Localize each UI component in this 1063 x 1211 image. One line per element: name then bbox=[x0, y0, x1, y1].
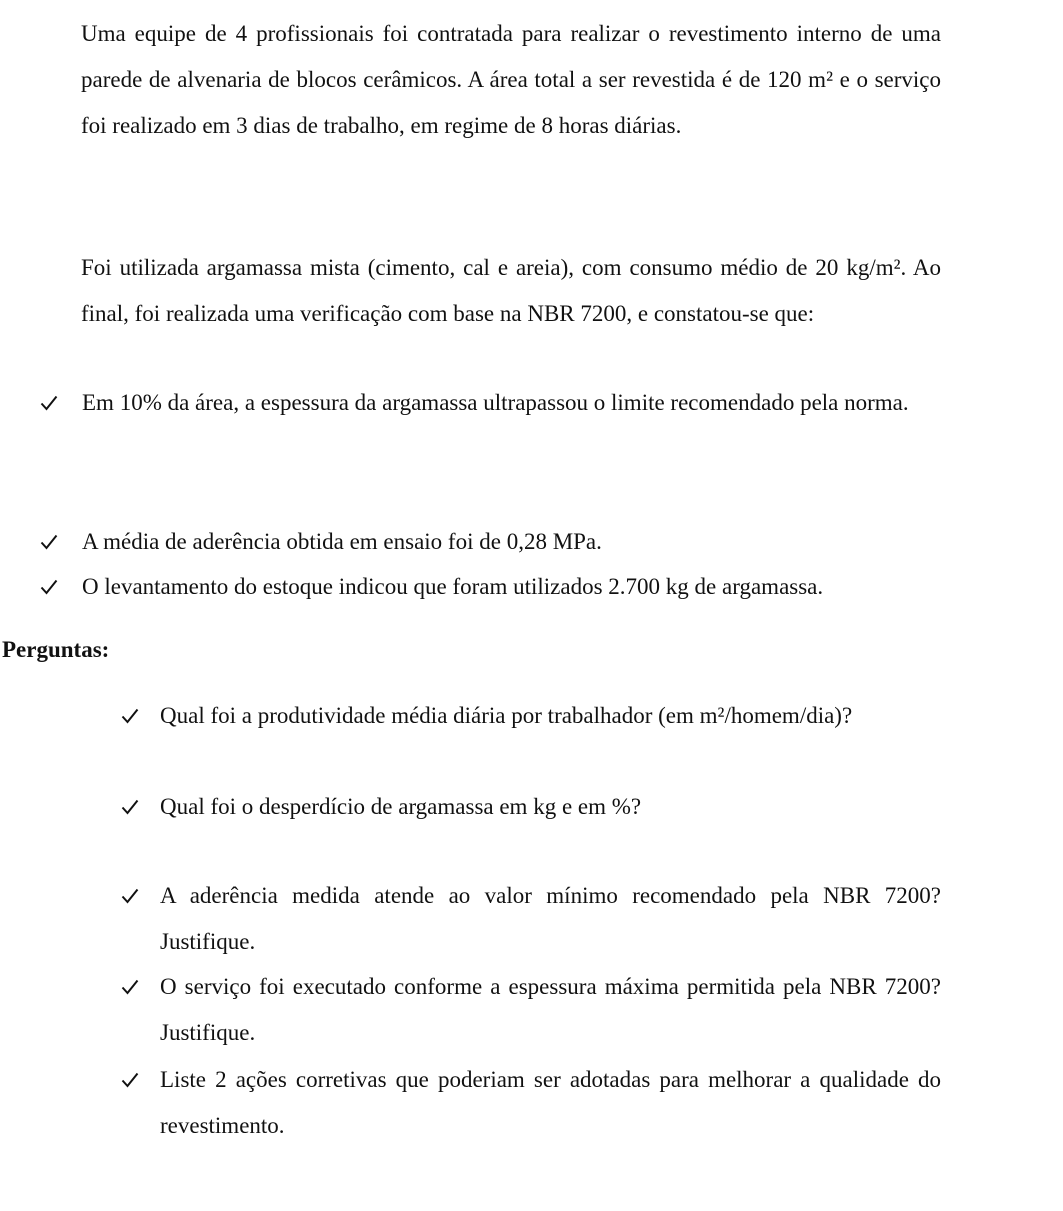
finding-item bbox=[40, 519, 941, 565]
question-item bbox=[121, 693, 941, 739]
checkmark-icon bbox=[40, 380, 82, 426]
finding-text: O levantamento do estoque indicou que foram utilizados 2.700 kg de argamassa. bbox=[82, 574, 824, 599]
checkmark-icon bbox=[121, 693, 160, 739]
finding-item bbox=[40, 380, 941, 426]
checkmark-icon bbox=[121, 784, 160, 830]
checkmark-icon bbox=[40, 519, 82, 565]
question-text: A aderência medida atende ao valor mínimo recomendado pela NBR 7200? Justifique. bbox=[160, 883, 941, 954]
intro-paragraph-1: Uma equipe de 4 profissionais foi contratada para realizar o revestimento interno de uma parede de alvenaria de blocos cerâmicos. A área total a ser revestida é de 120 m² e o serviço foi realizado em 3 dias de trabalho, em regime de 8 horas diárias. bbox=[81, 21, 941, 138]
checkmark-icon bbox=[121, 873, 160, 919]
question-text: Qual foi o desperdício de argamassa em kg e em %? bbox=[160, 794, 642, 819]
question-item bbox=[121, 784, 941, 830]
finding-text: Em 10% da área, a espessura da argamassa ultrapassou o limite recomendado pela norma. bbox=[82, 390, 909, 415]
finding-item bbox=[40, 564, 960, 610]
question-text: Liste 2 ações corretivas que poderiam ser adotadas para melhorar a qualidade do revestimento. bbox=[160, 1067, 941, 1138]
checkmark-icon bbox=[40, 564, 82, 610]
checkmark-icon bbox=[121, 964, 160, 1010]
question-text: Qual foi a produtividade média diária por trabalhador (em m²/homem/dia)? bbox=[160, 703, 853, 728]
question-item bbox=[121, 964, 941, 1056]
question-text: O serviço foi executado conforme a espessura máxima permitida pela NBR 7200? Justifique. bbox=[160, 974, 941, 1045]
intro-paragraph-2: Foi utilizada argamassa mista (cimento, cal e areia), com consumo médio de 20 kg/m². Ao final, foi realizada uma verificação com base na NBR 7200, e constatou-se que: bbox=[81, 255, 941, 326]
finding-text: A média de aderência obtida em ensaio foi de 0,28 MPa. bbox=[82, 529, 602, 554]
question-item bbox=[121, 873, 941, 965]
checkmark-icon bbox=[121, 1057, 160, 1103]
questions-heading: Perguntas: bbox=[2, 637, 110, 662]
question-item bbox=[121, 1057, 941, 1149]
